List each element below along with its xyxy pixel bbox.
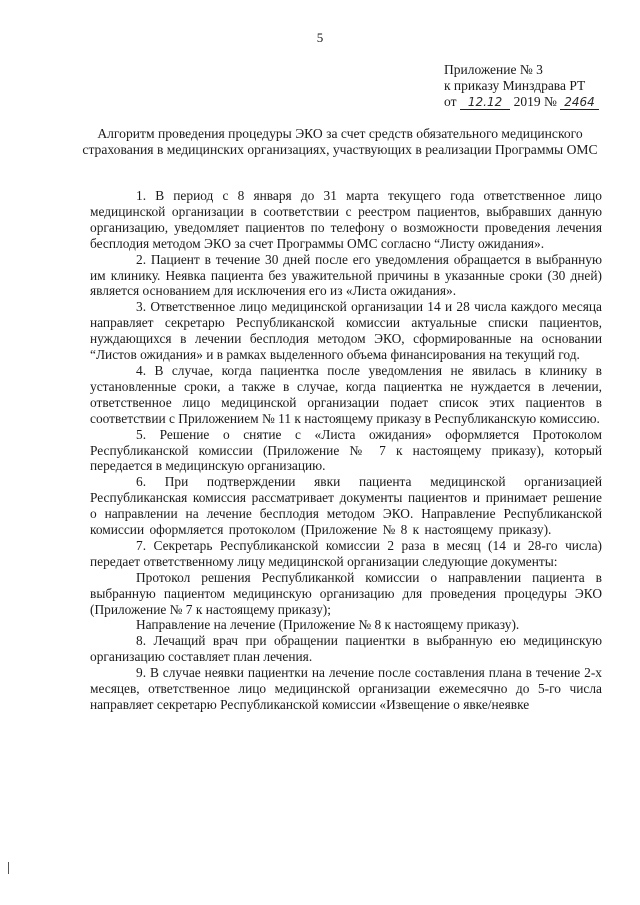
appendix-header — [444, 62, 599, 110]
handwritten-date: 12.12 — [460, 95, 510, 110]
document-title: Алгоритм проведения процедуры ЭКО за счет средств обязательного медицинского страхования в медицинских организациях, участвующих в реализации Программы ОМС — [82, 126, 598, 157]
paragraph-7-item-protocol: Протокол решения Республиканкой комиссии о направлении пациента в выбранную пациентом медицинскую организацию для проведения процедуры ЭКО (Приложение № 7 к настоящему приказу); — [90, 569, 602, 617]
paragraph-8: 8. Лечащий врач при обращении пациентки в выбранную ею медицинскую организацию составляет план лечения. — [90, 633, 602, 665]
date-prefix: от — [444, 94, 457, 109]
handwritten-number: 2464 — [560, 95, 599, 110]
paragraph-7: 7. Секретарь Республиканской комиссии 2 раза в месяц (14 и 28-го числа) передает ответственному лицу медицинской организации следующие документы: — [90, 537, 602, 569]
appendix-title: Приложение № 3 — [444, 62, 543, 77]
paragraph-4: 4. В случае, когда пациентка после уведомления не явилась в клинику в установленные сроки, а также в случае, когда пациентка не нуждается в лечении, ответственное лицо медицинской организации подает список этих пациентов в соответствии с Приложением № 11 к настоящему приказу в Республиканскую комиссию. — [90, 362, 602, 426]
paragraph-2: 2. Пациент в течение 30 дней после его уведомления обращается в выбранную им клинику. Неявка пациента без уважительной причины в указанные сроки (30 дней) является основанием для исключения его из «Листа ожидания». — [90, 251, 602, 299]
document-body — [90, 188, 602, 713]
paragraph-5: 5. Решение о снятие с «Листа ожидания» оформляется Протоколом Республиканской комиссии (Приложение № 7 к настоящему приказу), который передается в медицинскую организацию. — [90, 426, 602, 474]
scan-edge-mark — [8, 862, 9, 874]
appendix-order-ref: к приказу Минздрава РТ — [444, 78, 586, 93]
appendix-date-line — [444, 94, 599, 110]
year-and-number-label: 2019 № — [513, 94, 557, 109]
paragraph-1: 1. В период с 8 января до 31 марта текущего года ответственное лицо медицинской организации в соответствии с реестром пациентов, выбравших данную организацию, уведомляет пациентов по телефону о возможности проведения лечения бесплодия методом ЭКО за счет Программы ОМС согласно “Листу ожидания». — [90, 188, 602, 251]
paragraph-6: 6. При подтверждении явки пациента медицинской организацией Республиканская комиссия рассматривает документы пациентов и принимает решение о направлении на лечение бесплодия методом ЭКО. Направление Республиканской комиссии оформляется протоколом (Приложение № 8 к настоящему приказу). — [90, 474, 602, 538]
page-number: 5 — [316, 30, 324, 45]
paragraph-3: 3. Ответственное лицо медицинской организации 14 и 28 числа каждого месяца направляет секретарю Республиканской комиссии актуальные списки пациентов, нуждающихся в лечении бесплодия методом ЭКО, сформированные на основании “Листов ожидания» и в рамках выделенного объема финансирования на текущий год. — [90, 299, 602, 363]
paragraph-9: 9. В случае неявки пациентки на лечение после составления плана в течение 2-х месяцев, ответственное лицо медицинской организации ежемесячно до 5-го числа направляет секретарю Республиканской комиссии «Извещение о явке/неявке — [90, 665, 602, 712]
paragraph-7-item-referral: Направление на лечение (Приложение № 8 к настоящему приказу). — [136, 617, 520, 633]
